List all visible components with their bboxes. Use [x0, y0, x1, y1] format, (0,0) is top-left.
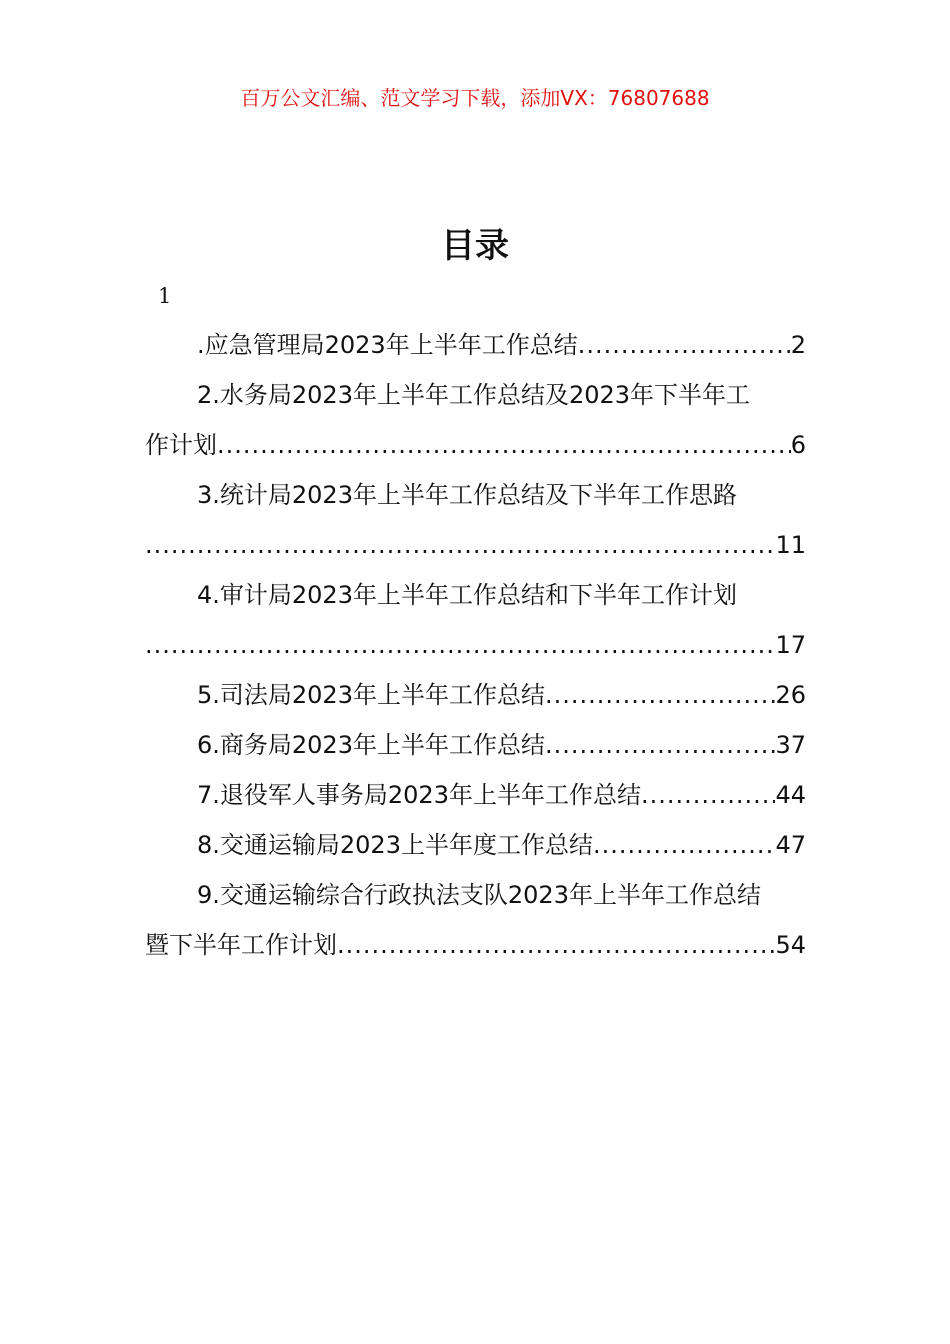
toc-page-number: 6 [790, 431, 806, 459]
toc-entry-title: 暨下半年工作计划 [145, 931, 337, 959]
toc-entry-title: 9.交通运输综合行政执法支队2023年上半年工作总结 [197, 881, 761, 909]
dot-leader [593, 820, 775, 870]
dot-leader [545, 720, 775, 770]
toc-page-number: 2 [790, 331, 806, 359]
dot-leader [545, 670, 775, 720]
toc-line [145, 820, 806, 870]
toc-entry-title: .应急管理局2023年上半年工作总结 [197, 331, 578, 359]
toc-line [145, 370, 806, 420]
toc-entry[interactable] [145, 870, 806, 970]
toc-line [145, 420, 806, 470]
toc-entry[interactable] [145, 670, 806, 720]
toc-page-number: 37 [775, 731, 806, 759]
dot-leader [145, 620, 775, 670]
toc-page-number: 54 [775, 931, 806, 959]
toc-entry-title: 4.审计局2023年上半年工作总结和下半年工作计划 [197, 581, 737, 609]
toc-entry-title: 7.退役军人事务局2023年上半年工作总结 [197, 781, 641, 809]
page-title: 目录 [441, 226, 509, 266]
toc-line [145, 320, 806, 370]
toc-line [145, 770, 806, 820]
toc-line [145, 870, 806, 920]
toc-entry-title: 作计划 [145, 431, 217, 459]
toc-entry[interactable] [145, 320, 806, 370]
toc-line [145, 620, 806, 670]
toc-entry[interactable] [145, 570, 806, 670]
toc-entry-title: 8.交通运输局2023上半年度工作总结 [197, 831, 593, 859]
toc-line [145, 520, 806, 570]
dot-leader [641, 770, 775, 820]
dot-leader [578, 320, 791, 370]
header-note: 百万公文汇编、范文学习下载，添加VX：76807688 [240, 86, 710, 110]
toc-entry[interactable] [145, 770, 806, 820]
toc-page-number: 47 [775, 831, 806, 859]
toc-page-number: 44 [775, 781, 806, 809]
toc-entry[interactable] [145, 820, 806, 870]
dot-leader [145, 520, 775, 570]
toc-entry-title: 2.水务局2023年上半年工作总结及2023年下半年工 [197, 381, 751, 409]
toc-page-number: 26 [775, 681, 806, 709]
toc-entry-title: 5.司法局2023年上半年工作总结 [197, 681, 545, 709]
dot-leader [337, 920, 775, 970]
toc-entry[interactable] [145, 470, 806, 570]
table-of-contents [145, 320, 806, 970]
toc-entry-title: 6.商务局2023年上半年工作总结 [197, 731, 545, 759]
toc-entry-title: 3.统计局2023年上半年工作总结及下半年工作思路 [197, 481, 737, 509]
toc-line [145, 670, 806, 720]
toc-line [145, 570, 806, 620]
toc-line [145, 920, 806, 970]
toc-page-number: 11 [775, 531, 806, 559]
toc-entry[interactable] [145, 370, 806, 470]
dot-leader [217, 420, 791, 470]
toc-line [145, 470, 806, 520]
toc-line [145, 720, 806, 770]
toc-entry[interactable] [145, 720, 806, 770]
toc-page-number: 17 [775, 631, 806, 659]
stray-number: 1 [158, 284, 172, 308]
